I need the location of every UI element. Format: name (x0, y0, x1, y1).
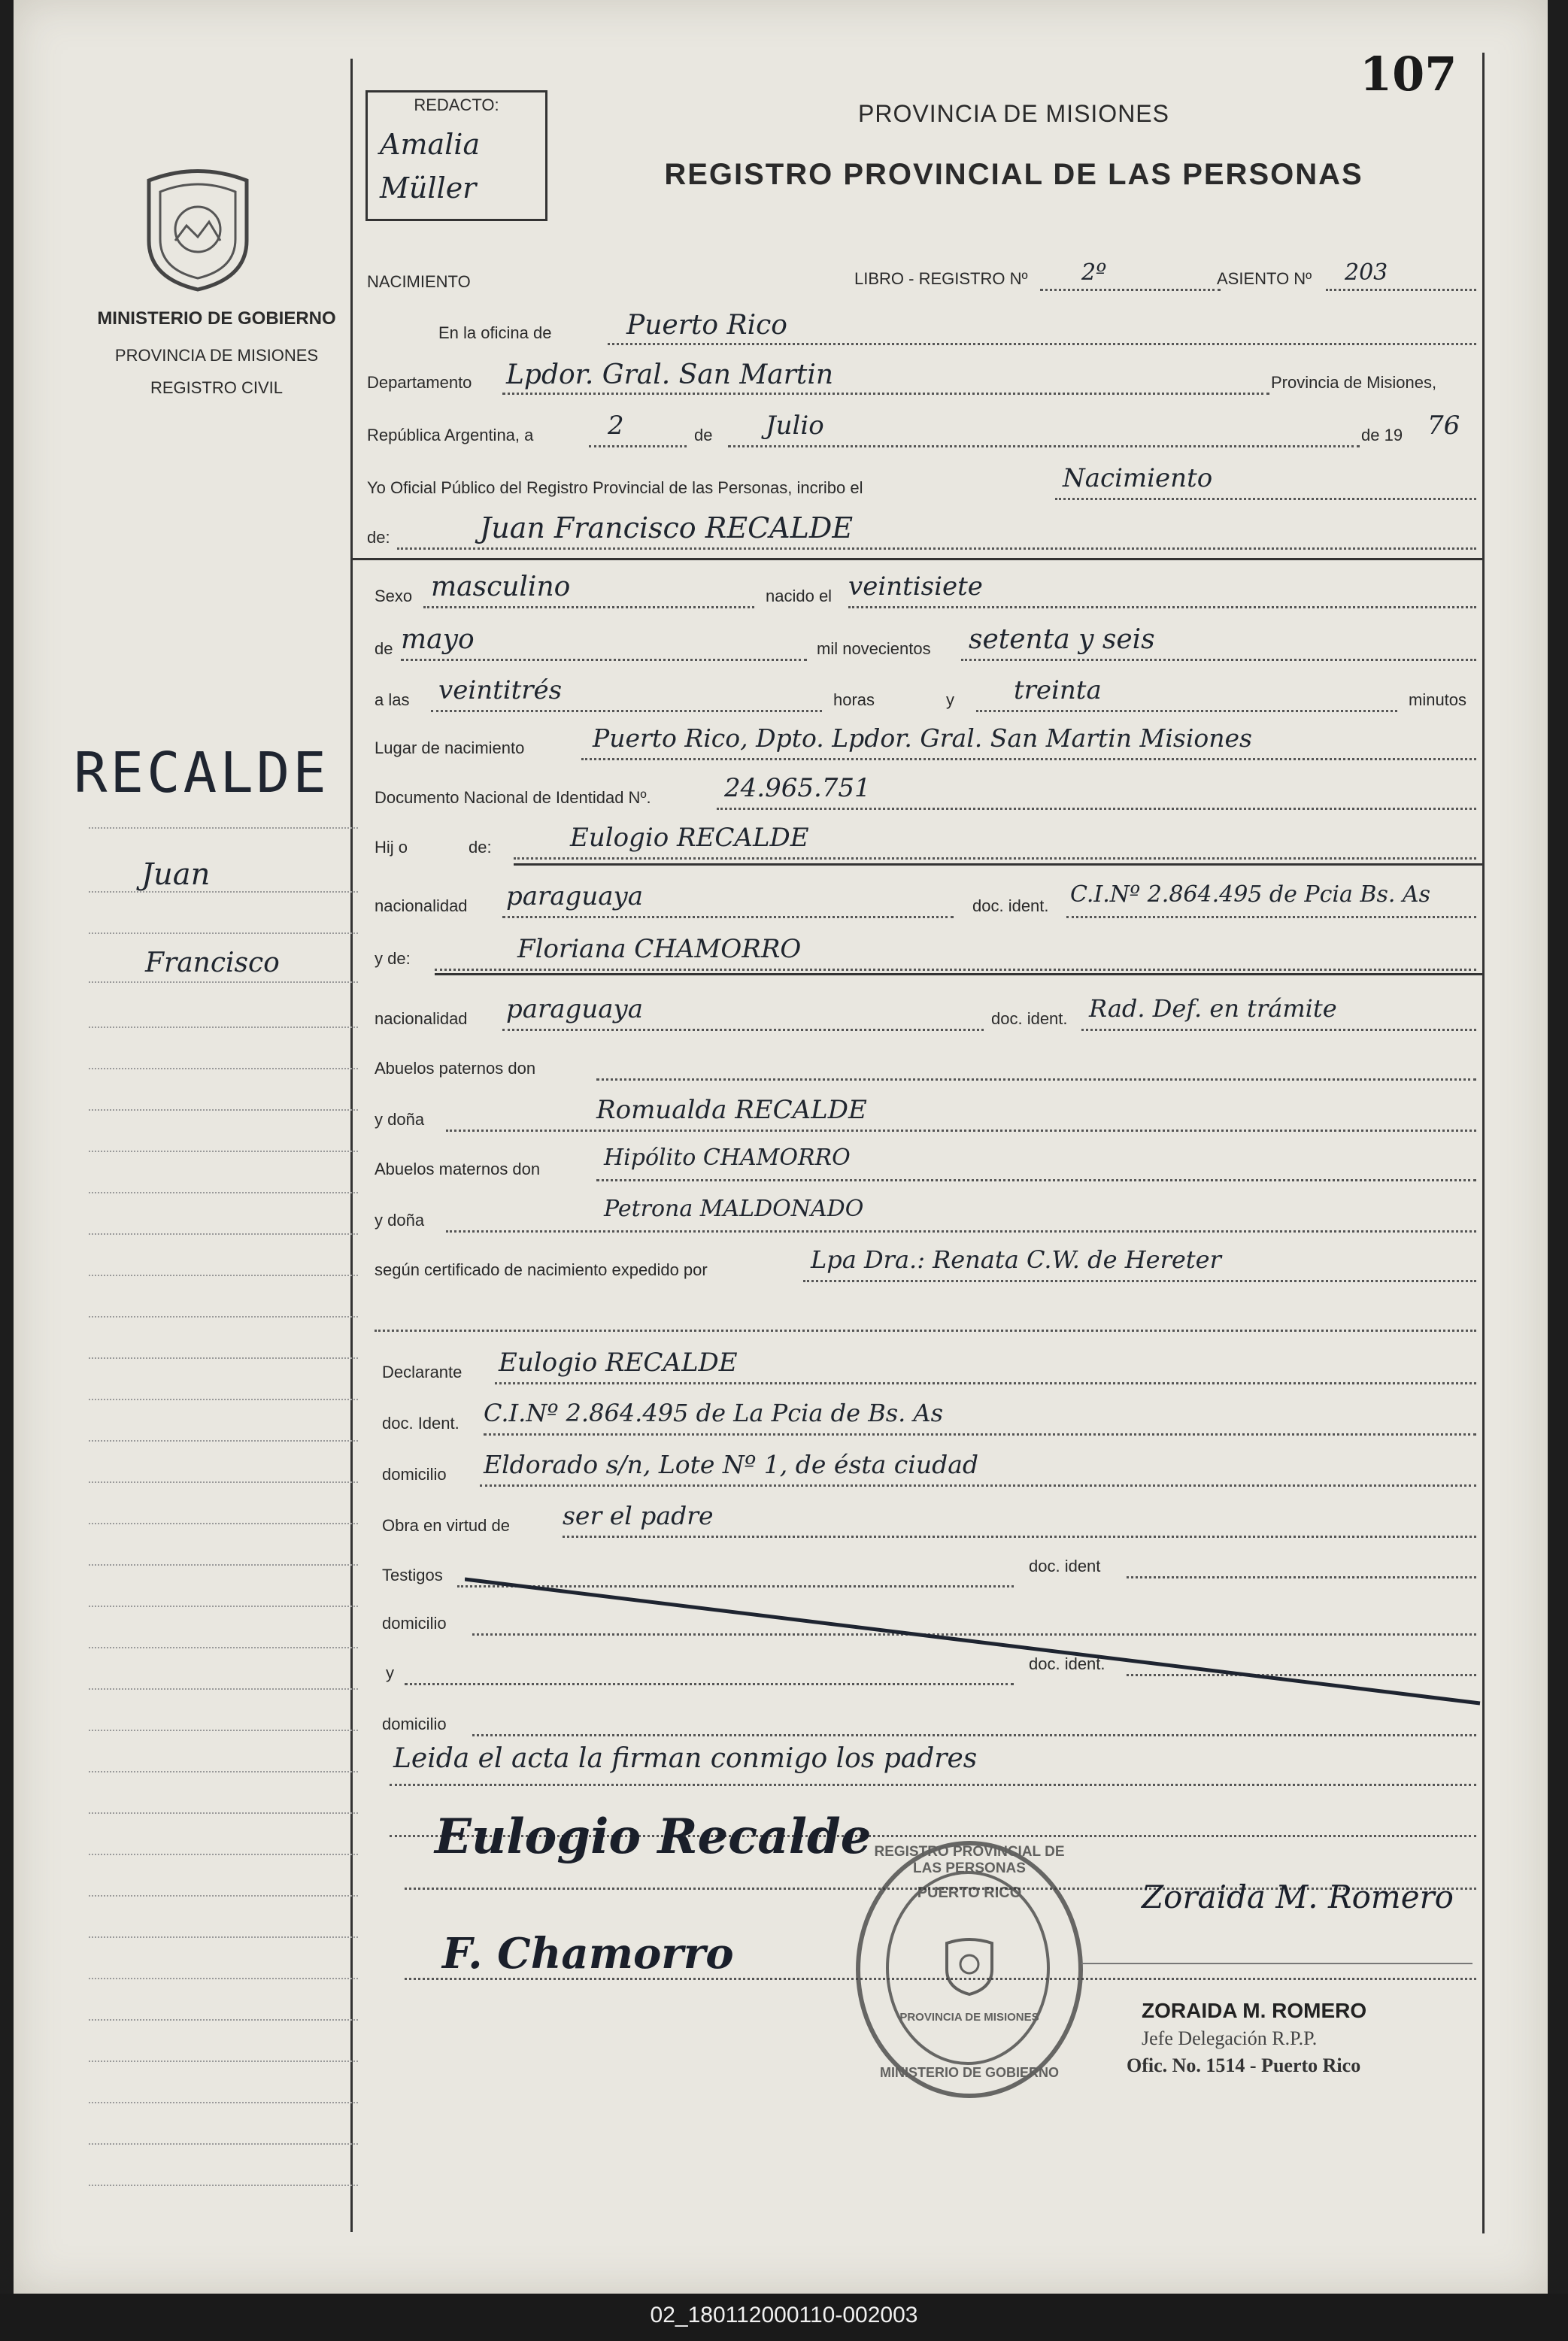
lugar-value: Puerto Rico, Dpto. Lpdor. Gral. San Martin Misiones (593, 723, 1252, 753)
margin-line (89, 1481, 358, 1483)
provincial-seal (134, 165, 262, 293)
declarante-value: Eulogio RECALDE (499, 1348, 738, 1378)
official-office: Ofic. No. 1514 - Puerto Rico (1127, 2054, 1361, 2076)
stamp-emblem-icon (939, 1936, 999, 1996)
padre-value: Eulogio RECALDE (570, 823, 809, 853)
official-stamp (856, 1841, 1083, 2098)
docident-madre-label: doc. ident. (991, 1009, 1068, 1028)
margin-line (89, 1233, 358, 1235)
oficial-dots (1055, 498, 1476, 500)
nac-padre-value: paraguaya (506, 881, 643, 911)
mes-value: Julio (766, 411, 824, 441)
oficina-label: En la oficina de (438, 323, 552, 342)
departamento-dots (502, 393, 1269, 395)
obra-value: ser el padre (563, 1501, 714, 1530)
asiento-value: 203 (1345, 259, 1388, 286)
ydona-mat-label: y doña (375, 1211, 425, 1230)
t-domicilio-label: domicilio (382, 1614, 447, 1633)
doc-madre-dots (1081, 1029, 1476, 1031)
testigos-label: Testigos (382, 1566, 443, 1584)
margin-line (89, 1357, 358, 1359)
ydona-pat-label: y doña (375, 1110, 425, 1129)
mil-label: mil novecientos (817, 639, 931, 658)
t-doc2-label: doc. ident. (1029, 1654, 1105, 1673)
departamento-value: Lpdor. Gral. San Martin (506, 359, 834, 390)
margin-line (89, 1647, 358, 1648)
hijo-label: Hij o (375, 838, 408, 857)
libro-label: LIBRO - REGISTRO Nº (854, 269, 1028, 288)
docident-padre-label: doc. ident. (972, 896, 1049, 915)
ab-pat-don-dots (596, 1078, 1476, 1081)
sexo-label: Sexo (375, 587, 413, 605)
nac-madre-label: nacionalidad (375, 1009, 468, 1028)
oficial-value: Nacimiento (1063, 463, 1213, 493)
minutos-label: minutos (1409, 690, 1467, 709)
anio-nac-value: setenta y seis (969, 624, 1155, 655)
alas-label: a las (375, 690, 410, 709)
lugar-label: Lugar de nacimiento (375, 738, 525, 757)
libro-dots (1040, 289, 1221, 291)
libro-value: 2º (1081, 259, 1107, 286)
left-province: PROVINCIA DE MISIONES (114, 346, 319, 365)
margin-line (89, 1606, 358, 1607)
margin-line (89, 1399, 358, 1400)
margin-line (89, 2185, 358, 2186)
segun-dots (803, 1280, 1476, 1282)
ab-mat-label: Abuelos maternos don (375, 1160, 541, 1178)
minutos-dots (976, 710, 1397, 712)
declarante-doc-value: C.I.Nº 2.864.495 de La Pcia de Bs. As (484, 1399, 944, 1427)
mes-nac-value: mayo (401, 624, 475, 655)
obra-dots (563, 1536, 1476, 1538)
right-border-line (1482, 53, 1485, 2233)
hijo-de-label: de: (469, 838, 492, 857)
asiento-label: ASIENTO Nº (1217, 269, 1312, 288)
declarante-doc-dots (484, 1433, 1476, 1436)
declarante-dots (495, 1382, 1476, 1384)
margin-line (89, 1936, 358, 1938)
header-registry: REGISTRO PROVINCIAL DE LAS PERSONAS (664, 158, 1363, 191)
t-y-label: y (386, 1663, 394, 1682)
margin-given-1: Juan (141, 857, 211, 892)
leida-dots (390, 1784, 1476, 1786)
doc-madre-value: Rad. Def. en trámite (1089, 994, 1337, 1023)
margin-line (89, 1316, 358, 1318)
section-divider (352, 558, 1484, 560)
blank-line (375, 1330, 1476, 1332)
margin-line (89, 1068, 358, 1069)
republica-label: República Argentina, a (367, 426, 534, 444)
nombre-value: Juan Francisco RECALDE (480, 511, 854, 544)
sexo-dots (423, 606, 754, 608)
nac-padre-dots (502, 916, 954, 918)
stamp-bottom-text: MINISTERIO DE GOBIERNO (879, 2065, 1060, 2080)
madre-underline (435, 973, 1484, 975)
domicilio-value: Eldorado s/n, Lote Nº 1, de ésta ciudad (484, 1450, 979, 1479)
oficina-value: Puerto Rico (626, 310, 787, 341)
margin-line (89, 1688, 358, 1690)
ab-pat-dona-value: Romualda RECALDE (596, 1095, 867, 1125)
nac-madre-dots (502, 1029, 984, 1031)
testigos-strikethrough (465, 1575, 1488, 1711)
left-registry: REGISTRO CIVIL (150, 378, 284, 397)
madre-dots (435, 969, 1476, 971)
nacido-value: veintisiete (848, 572, 983, 602)
margin-line (89, 1109, 358, 1111)
padre-underline (514, 863, 1484, 866)
hora-value: veintitrés (438, 675, 563, 705)
anio-label: de 19 (1361, 426, 1403, 444)
nacido-label: nacido el (766, 587, 833, 605)
stamp-mid-text: PROVINCIA DE MISIONES (899, 2011, 1039, 2024)
margin-line (89, 1564, 358, 1566)
de-label: de (694, 426, 713, 444)
ab-mat-don-dots (596, 1179, 1476, 1181)
margin-line (89, 2143, 358, 2145)
official-title: Jefe Delegación R.P.P. (1142, 2027, 1318, 2049)
margin-line (89, 1730, 358, 1731)
t-domicilio2-dots (472, 1734, 1476, 1736)
madre-value: Floriana CHAMORRO (517, 934, 802, 964)
nombre-dots (397, 547, 1476, 550)
provincia-suffix: Provincia de Misiones, (1271, 373, 1437, 392)
dni-value: 24.965.751 (724, 773, 871, 803)
testigos-doc-label: doc. ident (1029, 1557, 1101, 1575)
domicilio-dots (480, 1484, 1476, 1487)
margin-line (89, 1812, 358, 1814)
ab-pat-dona-dots (446, 1130, 1476, 1132)
stamp-ring-text: REGISTRO PROVINCIAL DE LAS PERSONAS (874, 1844, 1065, 1876)
leida-value: Leida el acta la firman conmigo los padres (393, 1743, 978, 1774)
declarante-label: Declarante (382, 1363, 463, 1381)
margin-given-2: Francisco (145, 948, 280, 978)
anio-nac-dots (961, 659, 1476, 661)
margin-line (89, 1151, 358, 1152)
domicilio-label: domicilio (382, 1465, 447, 1484)
segun-value: Lpa Dra.: Renata C.W. de Hereter (811, 1245, 1221, 1274)
margin-line (89, 1026, 358, 1028)
de2-label: de: (367, 528, 390, 547)
father-signature: Eulogio Recalde (435, 1809, 872, 1865)
official-name: ZORAIDA M. ROMERO (1142, 1999, 1367, 2022)
oficina-dots (608, 343, 1476, 345)
record-type: NACIMIENTO (367, 272, 471, 291)
yde-label: y de: (375, 949, 411, 968)
margin-line (89, 932, 358, 934)
margin-line (89, 1895, 358, 1897)
padre-dots (514, 857, 1476, 860)
departamento-label: Departamento (367, 373, 472, 392)
doc-padre-value: C.I.Nº 2.864.495 de Pcia Bs. As (1070, 881, 1430, 908)
obra-label: Obra en virtud de (382, 1516, 510, 1535)
margin-line (89, 1978, 358, 1979)
margin-line (89, 981, 358, 983)
de3-label: de (375, 639, 393, 658)
mes-nac-dots (401, 659, 807, 661)
nacido-dots (848, 606, 1476, 608)
mother-signature: F. Chamorro (442, 1929, 734, 1979)
docident2-label: doc. Ident. (382, 1414, 459, 1433)
page-number: 107 (1360, 47, 1457, 102)
redacto-label: REDACTO: (414, 96, 499, 114)
horas-label: horas (833, 690, 875, 709)
redacto-name: Amalia Müller (380, 128, 481, 205)
redacto-box (365, 90, 547, 221)
ab-pat-label: Abuelos paternos don (375, 1059, 536, 1078)
anio-value: 76 (1427, 411, 1460, 441)
doc-padre-dots (1066, 916, 1476, 918)
lugar-dots (581, 758, 1476, 760)
signature-line (1081, 1963, 1472, 1964)
margin-line (89, 2061, 358, 2062)
dni-label: Documento Nacional de Identidad Nº. (375, 788, 651, 807)
header-province: PROVINCIA DE MISIONES (858, 100, 1169, 127)
margin-line (89, 2019, 358, 2021)
dia-value: 2 (608, 411, 624, 441)
sexo-value: masculino (431, 572, 571, 602)
segun-label: según certificado de nacimiento expedido por (375, 1260, 708, 1279)
oficial-label: Yo Oficial Público del Registro Provincial de las Personas, incribo el (367, 478, 863, 497)
margin-line (89, 1854, 358, 1855)
margin-line (89, 827, 358, 829)
margin-line (89, 1275, 358, 1276)
dia-dots (589, 445, 687, 447)
margin-surname: RECALDE (74, 741, 329, 805)
dni-dots (717, 808, 1476, 810)
ab-mat-dona-dots (446, 1230, 1476, 1233)
image-caption: 02_180112000110-002003 (650, 2303, 918, 2327)
nac-madre-value: paraguaya (506, 994, 643, 1024)
margin-line (89, 1523, 358, 1524)
ab-mat-dona-value: Petrona MALDONADO (604, 1196, 864, 1222)
mes-dots (728, 445, 1360, 447)
document-page (14, 0, 1548, 2294)
official-signature: Zoraida M. Romero (1142, 1879, 1454, 1915)
minutos-value: treinta (1014, 675, 1102, 705)
stamp-inner-text: PUERTO RICO (917, 1885, 1022, 1901)
ab-mat-don-value: Hipólito CHAMORRO (604, 1145, 851, 1171)
asiento-dots (1326, 289, 1476, 291)
left-ministry: MINISTERIO DE GOBIERNO (97, 308, 336, 329)
nac-padre-label: nacionalidad (375, 896, 468, 915)
y-label: y (946, 690, 954, 709)
t-domicilio2-label: domicilio (382, 1715, 447, 1733)
hora-dots (431, 710, 822, 712)
margin-line (89, 891, 358, 893)
margin-line (89, 2102, 358, 2103)
margin-line (89, 1771, 358, 1772)
margin-line (89, 1440, 358, 1442)
margin-line (89, 1192, 358, 1193)
